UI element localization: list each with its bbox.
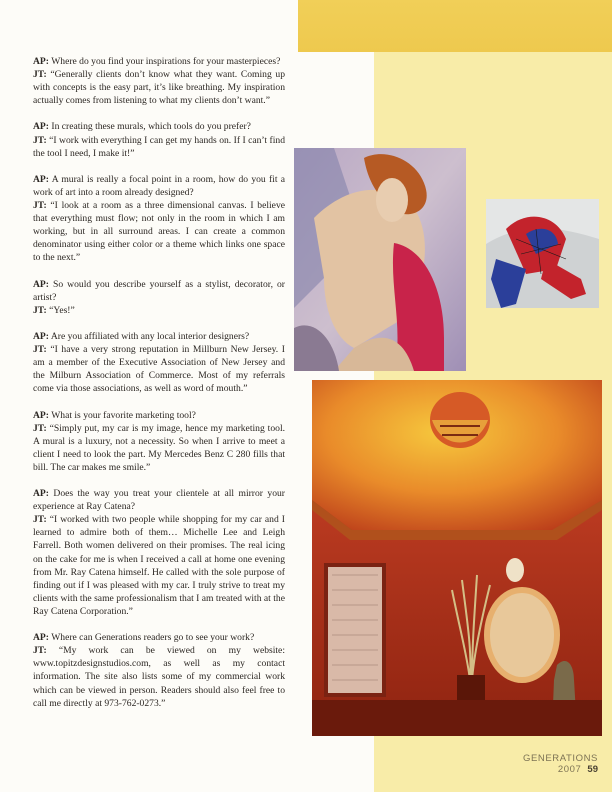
answer-text: “Yes!” — [49, 304, 75, 316]
yellow-band-top — [298, 0, 612, 52]
interview-column — [33, 55, 285, 723]
page-footer — [488, 753, 598, 775]
interviewer-label: AP: — [33, 278, 49, 290]
question — [33, 120, 285, 133]
answer — [33, 304, 285, 317]
question — [33, 409, 285, 422]
interviewee-label: JT: — [33, 134, 47, 146]
question-text: A mural is really a focal point in a room, how do you fit a work of art into a room already designed? — [33, 173, 285, 198]
answer — [33, 513, 285, 618]
question-text: So would you describe yourself as a stylist, decorator, or artist? — [33, 278, 285, 303]
answer-text: “Simply put, my car is my image, hence my marketing tool. A mural is a luxury, not a necessity. So when I arrive to meet a client I need to look the part. My Mercedes Benz C 280 fills that bill. The car makes me smile.” — [33, 422, 286, 473]
painted-room-photo — [312, 380, 602, 736]
answer-text: “Generally clients don’t know what they want. Coming up with concepts is the easy part, it’s like breathing. My inspiration actually comes from listening to what my clients don’t want.” — [33, 69, 286, 107]
answer — [33, 422, 285, 474]
page-number: 59 — [587, 764, 598, 775]
question-text: Does the way you treat your clientele at all mirror your experience at Ray Catena? — [33, 488, 285, 513]
answer-text: “I worked with two people while shopping for my car and I learned to admire both of them… Michelle Lee and Leigh Farrell. Both women delivered on their promises. The real icing on the cake for me is when I received a call at home one evening from Mr. Ray Catena himself. He called with the sole purpose of finding out if I was pleased with my car. I truly strive to treat my clients with the same professionalism that I am treated with at the Ray Catena Corporation.” — [33, 514, 285, 617]
answer-text: “My work can be viewed on my website: www.topitzdesignstudios.com, as well as my contact information. The site also lists some of my commercial work which can be viewed in person. Readers should also feel free to call me directly at 973-762-0273.” — [33, 645, 285, 709]
interviewee-label: JT: — [33, 422, 47, 434]
spiderman-mural-photo — [486, 199, 599, 308]
interviewee-label: JT: — [33, 200, 47, 212]
question-text: In creating these murals, which tools do you prefer? — [51, 121, 251, 133]
interview-qa-block — [33, 120, 285, 159]
question — [33, 487, 285, 513]
answer-text: “I work with everything I can get my hands on. If I can’t find the tool I need, I make it!” — [33, 134, 285, 159]
question-text: Where do you find your inspirations for your masterpieces? — [51, 56, 281, 67]
answer — [33, 644, 285, 709]
interviewer-label: AP: — [33, 330, 49, 342]
answer — [33, 68, 285, 107]
interview-qa-block — [33, 173, 285, 265]
interviewer-label: AP: — [33, 173, 49, 185]
interview-qa-block — [33, 330, 285, 395]
question-text: Are you affiliated with any local interior designers? — [50, 330, 250, 342]
question — [33, 55, 285, 68]
answer — [33, 134, 285, 160]
question-text: Where can Generations readers go to see your work? — [51, 632, 255, 644]
interviewee-label: JT: — [33, 304, 47, 316]
answer-text: “I look at a room as a three dimensional canvas. I believe that everything must flow; not only in the room in which I am working, but in all surround areas. I can create a common denominator using either color or a theme which links one space to the next.” — [33, 200, 285, 264]
interviewee-label: JT: — [33, 514, 47, 526]
interviewer-label: AP: — [33, 632, 49, 644]
interviewer-label: AP: — [33, 121, 49, 133]
publication-name: GENERATIONS 2007 — [522, 753, 598, 775]
interview-qa-block — [33, 487, 285, 618]
answer — [33, 343, 285, 395]
interviewer-label: AP: — [33, 409, 49, 421]
interviewee-label: JT: — [33, 645, 47, 657]
interview-qa-block — [33, 631, 285, 710]
answer — [33, 199, 285, 264]
question — [33, 173, 285, 199]
interviewer-label: AP: — [33, 56, 49, 67]
question — [33, 330, 285, 343]
page-background-notch — [293, 52, 374, 148]
question-text: What is your favorite marketing tool? — [51, 409, 196, 421]
interviewee-label: JT: — [33, 69, 47, 81]
interview-qa-block — [33, 278, 285, 317]
interview-qa-block — [33, 55, 285, 107]
question — [33, 278, 285, 304]
interviewer-label: AP: — [33, 488, 49, 500]
answer-text: “I have a very strong reputation in Millburn New Jersey. I am a member of the Executive Association of New Jersey and the Milburn Association of Commerce. Most of my referrals come via those associations, as well as word of mouth.” — [33, 344, 285, 395]
question — [33, 631, 285, 644]
interview-qa-block — [33, 409, 285, 474]
mural-figure-photo — [294, 148, 466, 371]
interviewee-label: JT: — [33, 344, 47, 356]
